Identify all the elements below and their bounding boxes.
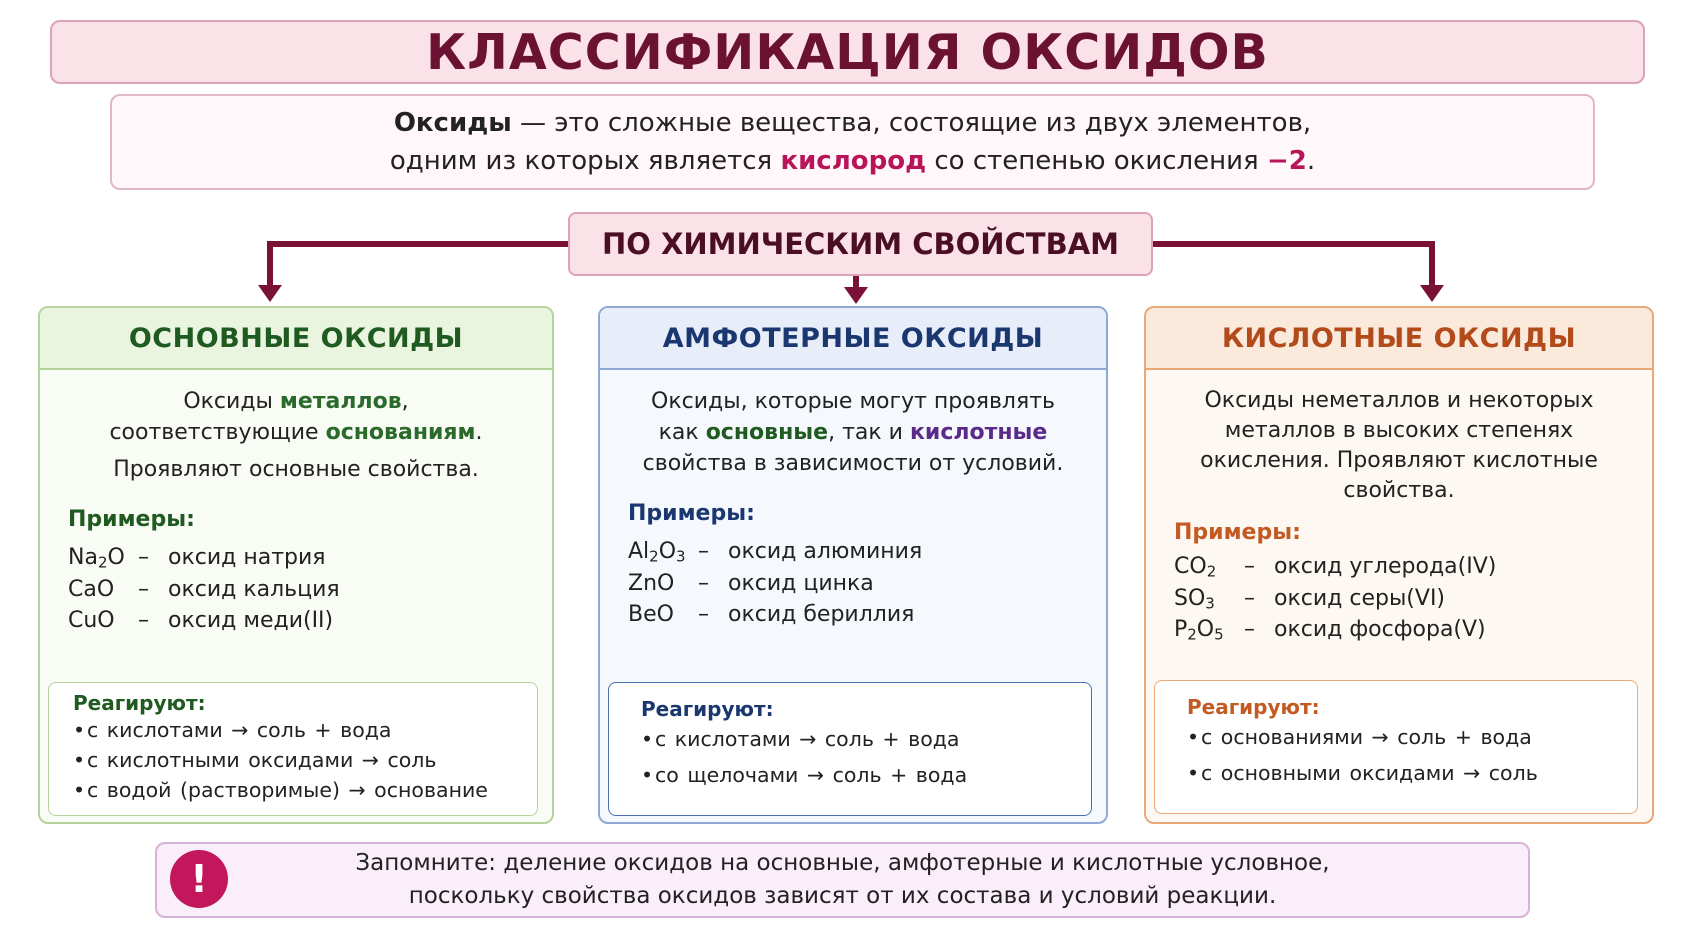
amphoteric-oxides-description <box>600 370 1106 479</box>
acidic-reactions-box <box>1154 680 1638 814</box>
reaction-item: •с кислотными оксидами → соль <box>73 748 437 772</box>
dash: – <box>698 570 709 596</box>
oxide-name: оксид бериллия <box>728 602 915 627</box>
note-line-1: Запомните: деление оксидов на основные, амфотерные и кислотные условное, <box>355 850 1330 876</box>
desc-bases: основаниям <box>325 420 476 445</box>
desc-text: соответствующие <box>109 420 326 445</box>
formula: $CO_2$ <box>1174 554 1217 581</box>
desc-text: свойства в зависимости от условий. <box>642 451 1064 476</box>
example-row <box>68 574 552 606</box>
formula: $P_2O_5$ <box>1174 617 1224 644</box>
classification-criterion: ПО ХИМИЧЕСКИМ СВОЙСТВАМ <box>568 212 1153 276</box>
dash: – <box>138 545 149 570</box>
acidic-oxides-description <box>1146 370 1652 506</box>
page-title: КЛАССИФИКАЦИЯ ОКСИДОВ <box>426 23 1269 81</box>
definition-oxygen: кислород <box>780 146 927 176</box>
example-row <box>628 536 1106 568</box>
desc-text: Оксиды неметаллов и некоторых <box>1204 388 1594 413</box>
basic-examples-title: Примеры: <box>68 507 195 532</box>
desc-text: металлов в высоких степенях <box>1224 418 1574 443</box>
oxide-name: оксид натрия <box>168 545 326 570</box>
dash: – <box>1244 585 1255 611</box>
reaction-item: •с основными оксидами → соль <box>1187 761 1538 785</box>
desc-text: окисления. Проявляют кислотные <box>1200 448 1598 473</box>
desc-basic: основные <box>705 420 829 445</box>
reactions-title: Реагируют: <box>1187 695 1320 719</box>
desc-properties: Проявляют основные свойства. <box>113 457 479 482</box>
desc-text: свойства. <box>1343 478 1455 503</box>
formula: ZnO <box>628 570 675 596</box>
dash: – <box>698 539 709 564</box>
example-row <box>628 568 1106 600</box>
example-row <box>68 542 552 574</box>
arrow-right-head <box>1420 285 1444 302</box>
definition-term: Оксиды <box>393 108 512 138</box>
reaction-item: •с основаниями → соль + вода <box>1187 725 1532 749</box>
oxide-name: оксид алюминия <box>728 539 923 564</box>
definition-text-2: одним из которых является <box>389 146 781 176</box>
basic-oxides-card <box>38 306 554 824</box>
arrow-right-line <box>1153 244 1432 288</box>
dash: – <box>1244 617 1255 642</box>
dash: – <box>138 576 149 602</box>
oxide-name: оксид цинка <box>728 570 874 596</box>
amphoteric-oxides-card <box>598 306 1108 824</box>
arrow-center-head <box>844 287 868 304</box>
formula: $Na_2O$ <box>68 545 125 572</box>
formula: $Al_2O_3$ <box>628 539 686 566</box>
reaction-item: •с водой (растворимые) → основание <box>73 778 488 802</box>
reactions-title: Реагируют: <box>641 697 774 721</box>
basic-examples-list <box>68 542 552 637</box>
oxide-name: оксид серы(VI) <box>1274 585 1446 611</box>
remember-note <box>155 842 1530 918</box>
formula: BeO <box>628 602 674 627</box>
definition-text-3: со степенью окисления <box>926 146 1267 176</box>
definition-text-4: . <box>1306 146 1316 176</box>
amphoteric-oxides-heading: АМФОТЕРНЫЕ ОКСИДЫ <box>600 308 1106 370</box>
acidic-examples-title: Примеры: <box>1174 520 1301 545</box>
desc-text: Оксиды <box>183 389 280 414</box>
desc-text: , так и <box>828 420 910 445</box>
reaction-item: •с кислотами → соль + вода <box>73 718 392 742</box>
desc-text: как <box>658 420 706 445</box>
exclamation-icon: ! <box>170 850 228 908</box>
acidic-oxides-heading: КИСЛОТНЫЕ ОКСИДЫ <box>1146 308 1652 370</box>
amphoteric-examples-title: Примеры: <box>628 501 755 526</box>
formula: $SO_3$ <box>1174 585 1215 613</box>
oxide-name: оксид кальция <box>168 576 340 602</box>
example-row <box>628 599 1106 631</box>
oxide-name: оксид фосфора(V) <box>1274 617 1486 642</box>
desc-metals: металлов <box>279 389 402 414</box>
desc-text: . <box>475 420 483 445</box>
amphoteric-examples-list <box>628 536 1106 631</box>
formula: CuO <box>68 608 115 633</box>
arrow-left-head <box>258 285 282 302</box>
dash: – <box>138 608 149 633</box>
formula: CaO <box>68 576 115 602</box>
note-line-2: поскольку свойства оксидов зависят от их состава и условий реакции. <box>408 883 1277 909</box>
desc-acidic: кислотные <box>909 420 1048 445</box>
desc-text: Оксиды, которые могут проявлять <box>651 389 1055 414</box>
dash: – <box>1244 554 1255 579</box>
acidic-examples-list <box>1174 551 1652 646</box>
example-row <box>1174 551 1652 583</box>
reaction-item: •с кислотами → соль + вода <box>641 727 960 751</box>
desc-text: , <box>401 389 409 414</box>
definition-oxidation-state: −2 <box>1266 146 1307 176</box>
reactions-title: Реагируют: <box>73 691 206 715</box>
dash: – <box>698 602 709 627</box>
oxide-name: оксид меди(II) <box>168 608 334 633</box>
reaction-item: •со щелочами → соль + вода <box>641 763 968 787</box>
example-row <box>1174 583 1652 615</box>
basic-reactions-box <box>48 682 538 816</box>
amphoteric-reactions-box <box>608 682 1092 816</box>
arrow-left-line <box>270 244 568 288</box>
example-row <box>1174 614 1652 646</box>
basic-oxides-description <box>40 370 552 485</box>
oxide-name: оксид углерода(IV) <box>1274 554 1497 579</box>
basic-oxides-heading: ОСНОВНЫЕ ОКСИДЫ <box>40 308 552 370</box>
definition-text-1: — это сложные вещества, состоящие из двух элементов, <box>511 108 1312 138</box>
acidic-oxides-card <box>1144 306 1654 824</box>
example-row <box>68 605 552 637</box>
